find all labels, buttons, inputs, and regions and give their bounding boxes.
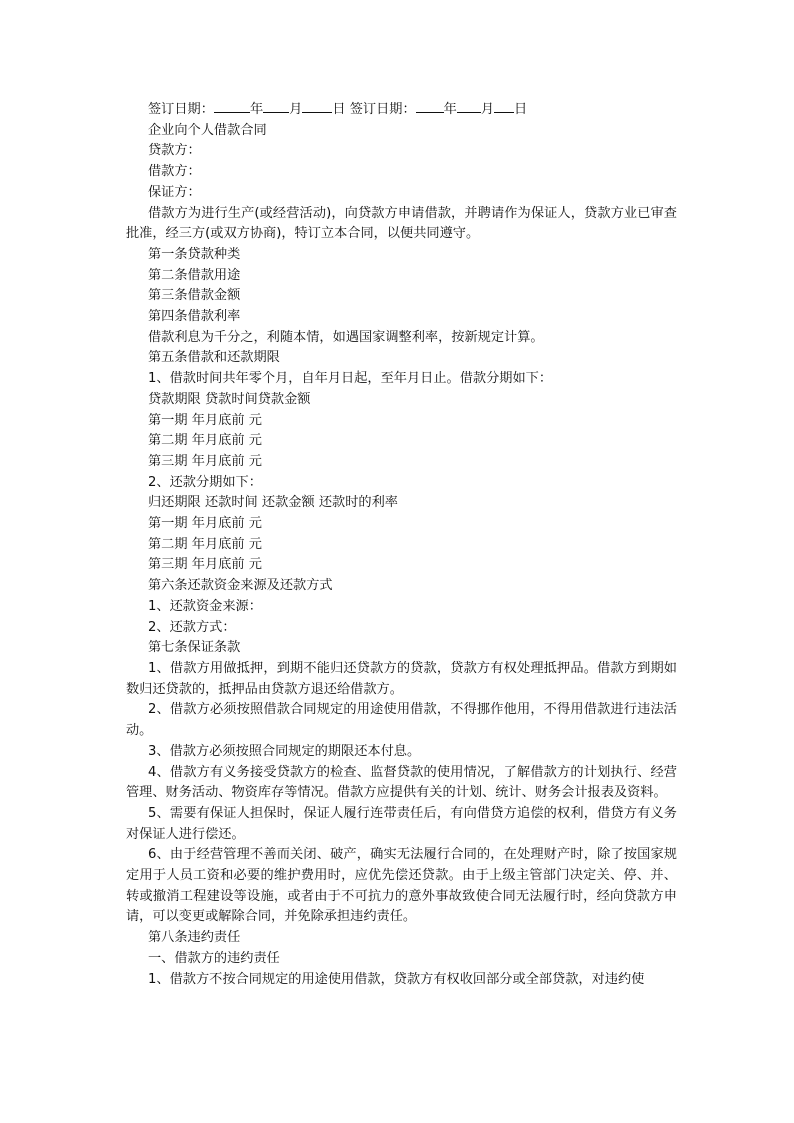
- day-blank: [302, 97, 332, 113]
- loan-period-1: 第一期 年月底前 元: [148, 412, 262, 428]
- repay-period-1: 第一期 年月底前 元: [148, 516, 262, 532]
- year-label-2: 年: [443, 102, 457, 117]
- article-5-item-2: 2、还款分期如下：: [148, 474, 262, 490]
- article-7-item-3: 3、借款方必须按照合同规定的期限还本付息。: [148, 743, 421, 759]
- month-label: 月: [289, 102, 303, 117]
- article-7-item-1: 1、借款方用做抵押，到期不能归还贷款方的贷款，贷款方有权处理抵押品。借款方到期如数归还贷款的，抵押品由贷款方退还给借款方。: [126, 660, 677, 697]
- month-blank-2: [457, 97, 481, 113]
- signing-date-line: [126, 97, 677, 121]
- repay-period-3: 第三期 年月底前 元: [148, 557, 262, 573]
- signing-date-label: 签订日期：: [148, 102, 214, 117]
- contract-body: [126, 97, 677, 990]
- day-label: 日: [332, 102, 346, 117]
- article-1-heading: 第一条贷款种类: [148, 246, 241, 262]
- guarantor-line: 保证方：: [148, 184, 201, 200]
- article-6-item-2: 2、还款方式：: [148, 619, 236, 635]
- article-7-heading: 第七条保证条款: [148, 640, 241, 656]
- article-7-item-2: 2、借款方必须按照借款合同规定的用途使用借款，不得挪作他用，不得用借款进行违法活动。: [126, 702, 677, 739]
- month-blank: [263, 97, 289, 113]
- year-label: 年: [249, 102, 264, 117]
- article-8-heading: 第八条违约责任: [148, 930, 241, 946]
- article-6-item-1: 1、还款资金来源：: [148, 598, 262, 614]
- year-blank: [214, 97, 250, 113]
- article-2-heading: 第二条借款用途: [148, 267, 241, 283]
- article-3-heading: 第三条借款金额: [148, 288, 241, 304]
- day-blank-2: [494, 97, 514, 113]
- month-label-2: 月: [480, 102, 495, 117]
- article-4-text: 借款利息为千分之，利随本情，如遇国家调整利率，按新规定计算。: [148, 329, 544, 345]
- article-5-item-1: 1、借款时间共年零个月，自年月日起，至年月日止。借款分期如下：: [148, 371, 553, 387]
- article-8-section-1: 一、借款方的违约责任: [148, 950, 280, 966]
- article-6-heading: 第六条还款资金来源及还款方式: [148, 578, 333, 594]
- borrower-line: 借款方：: [148, 164, 201, 180]
- lender-line: 贷款方：: [148, 143, 201, 159]
- article-4-heading: 第四条借款利率: [148, 309, 241, 325]
- signing-date-label-2: 签订日期：: [349, 102, 416, 117]
- repay-period-2: 第二期 年月底前 元: [148, 536, 262, 552]
- article-8-item-1: 1、借款方不按合同规定的用途使用借款，贷款方有权收回部分或全部贷款，对违约使: [148, 971, 645, 987]
- article-7-item-5: 5、需要有保证人担保时，保证人履行连带责任后，有向借贷方追偿的权利，借贷方有义务对保证人进行偿还。: [126, 805, 677, 842]
- preamble-paragraph: 借款方为进行生产(或经营活动)，向贷款方申请借款，并聘请作为保证人，贷款方业已审查批准，经三方(或双方协商)，特订立本合同，以便共同遵守。: [126, 205, 677, 242]
- document-title: 企业向个人借款合同: [148, 122, 267, 138]
- year-blank-2: [416, 97, 444, 113]
- article-7-item-4: 4、借款方有义务接受贷款方的检查、监督贷款的使用情况，了解借款方的计划执行、经营管理、财务活动、物资库存等情况。借款方应提供有关的计划、统计、财务会计报表及资料。: [126, 764, 677, 801]
- loan-period-2: 第二期 年月底前 元: [148, 433, 262, 449]
- day-label-2: 日: [514, 102, 528, 117]
- loan-period-3: 第三期 年月底前 元: [148, 453, 262, 469]
- loan-schedule-header: 贷款期限 贷款时间贷款金额: [148, 391, 311, 407]
- article-7-item-6: 6、由于经营管理不善而关闭、破产，确实无法履行合同的，在处理财产时，除了按国家规定用于人员工资和必要的维护费用时，应优先偿还贷款。由于上级主管部门决定关、停、并、转或撤消工程建设等设施，或者由于不可抗力的意外事故致使合同无法履行时，经向贷款方申请，可以变更或解除合同，并免除承担违约责任。: [126, 847, 677, 925]
- article-5-heading: 第五条借款和还款期限: [148, 350, 280, 366]
- repay-schedule-header: 归还期限 还款时间 还款金额 还款时的利率: [148, 495, 398, 511]
